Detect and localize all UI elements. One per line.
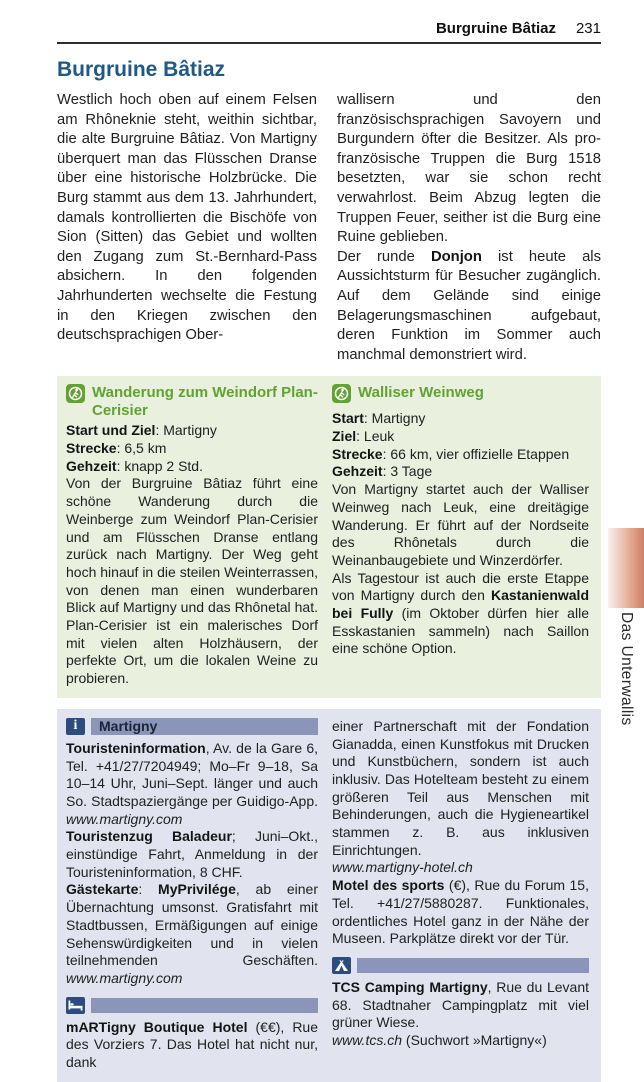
article-body [57,91,601,365]
page-content [57,20,601,1082]
hotel-section-divider [66,997,318,1014]
article-column-right [337,91,601,365]
tour-box-header [332,384,589,408]
hiker-icon [66,384,85,408]
tour-title: Wanderung zum Weindorf Plan-Cerisier [92,384,318,420]
article-paragraph: wallisern und den französischsprachigen Savoyern und Burgundern öfter die Besitzer. Als pro-französische Truppen die Burg 1518 besetzten, war sie schon recht verwahrlost. Beim Abzug legten die Truppen Feuer, seither ist die Burg eine Ruine geblieben. [337,92,601,246]
camping-section-bar [357,958,589,973]
info-paragraph: www.tcs.ch (Suchwort »Martigny«) [332,1032,547,1049]
tour-box-column-left [66,384,318,688]
camping-section-divider [332,957,589,974]
info-box-header [66,718,318,735]
tour-fact: Start und Ziel: Martigny [66,422,217,439]
hiker-icon [332,384,351,408]
info-paragraph: Gästekarte: MyPrivilége, ab einer Übernachtung umsonst. Gratisfahrt mit Stadtbussen, Ermäßigungen auf einige Sehenswürdigkeiten und in vielen teilnehmenden Geschäften. www.martigny.com [66,881,318,986]
page-number: 231 [575,20,601,37]
info-paragraph: TCS Camping Martigny, Rue du Levant 68. Stadtnaher Campingplatz mit viel grüner Wiese. [332,979,589,1031]
tour-fact: Start: Martigny [332,410,426,427]
info-box-title: Martigny [91,718,318,735]
article-paragraph: Westlich hoch oben auf einem Felsen am Rhôneknie steht, weithin sichtbar, die alte Burgruine Bâtiaz. Von Martigny überquert man das Flüsschen Dranse über eine historische Holzbrücke. Die Burg stammt aus dem 13. Jahrhundert, damals kontrollierten die Bischöfe von Sion (Sitten) das Gebiet und wollten den Zugang zum St.-Bernhard-Pass absichern. In den folgenden Jahrhunderten wechselte die Festung in den Kriegen zwischen den deutschsprachigen Ober- [57,92,317,344]
bed-icon [66,997,85,1014]
tour-description: Von der Burgruine Bâtiaz führt eine schöne Wanderung durch die Weinberge zum Weindorf Plan-Cerisier und am Flüsschen Dranse entlang zurück nach Martigny. Der Weg geht hoch hinauf in die steilen Weinterrassen, von denen man einen wunderbaren Blick auf Martigny und das Rhônetal hat. Plan-Cerisier ist ein malerisches Dorf mit vielen alten Holzhäusern, der perfekte Ort, um die lokalen Weine zu probieren. [66,475,318,687]
chapter-label: Das Unterwallis [618,612,635,726]
info-paragraph: mARTigny Boutique Hotel (€€), Rue des Vorziers 7. Das Hotel hat nicht nur, dank [66,1018,318,1071]
tour-box-header [66,384,318,420]
info-box-column-right [332,718,589,1072]
info-icon: i [66,718,85,735]
article-paragraph: Der runde Donjon ist heute als Aussichtsturm für Besucher zugänglich. Auf dem Gelände sind einige Belagerungsmaschinen aufgebaut, deren Funktion im Sommer auch manchmal demonstriert wird. [337,248,601,363]
running-header-section: Burgruine Bâtiaz [435,20,556,37]
tour-title: Walliser Weinweg [358,384,484,402]
article-column-left [57,91,317,365]
tour-box-column-right [332,384,589,688]
info-paragraph: Touristeninformation, Av. de la Gare 6, Tel. +41/27/7204949; Mo–Fr 9–18, Sa 10–14 Uhr, Juni–Sept. länger und auch So. Stadtspaziergänge per Guidigo-App. www.martigny.com [66,739,318,827]
running-header [57,20,601,44]
chapter-thumb-tab [608,528,644,608]
article-title: Burgruine Bâtiaz [57,58,226,81]
tour-fact: Gehzeit: knapp 2 Std. [66,457,203,474]
info-paragraph: einer Partnerschaft mit der Fondation Gianadda, einen Kunstfokus mit Drucken und Kunstbüchern, sondern ist auch inklusiv. Das Hotelteam besteht zu einem größeren Teil aus Menschen mit Behinderungen, auch die Hygieneartikel stammen z. B. aus inklusiven Einrichtungen. [332,717,589,858]
tour-fact: Strecke: 66 km, vier offizielle Etappen [332,445,570,462]
tent-icon [332,957,351,974]
info-paragraph: www.martigny-hotel.ch [332,859,473,876]
tour-fact: Gehzeit: 3 Tage [332,463,433,480]
tour-fact: Ziel: Leuk [332,428,395,445]
info-box-column-left [66,718,318,1072]
info-paragraph: Touristenzug Baladeur; Juni–Okt., einstündige Fahrt, Anmeldung in der Touristeninformation, 8 CHF. [66,828,318,880]
info-paragraph: Motel des sports (€), Rue du Forum 15, Tel. +41/27/5880287. Funktionales, ordentliches Hotel ganz in der Nähe der Museen. Parkplätze direkt vor der Tür. [332,877,589,947]
tour-description: Von Martigny startet auch der Walliser Weinweg nach Leuk, eine dreitägige Wanderung. Er führt auf der Nordseite des Rhônetals durch die Weinanbaugebiete und Winzerdörfer. [332,481,589,568]
info-box [57,709,601,1082]
hotel-section-bar [91,998,318,1013]
tour-fact: Strecke: 6,5 km [66,440,167,457]
tour-box [57,376,601,698]
tour-description: Als Tagestour ist auch die erste Etappe von Martigny durch den Kastanienwald bei Fully (im Oktober dürfen hier alle Esskastanien sammeln) nach Saillon eine schöne Option. [332,569,589,657]
